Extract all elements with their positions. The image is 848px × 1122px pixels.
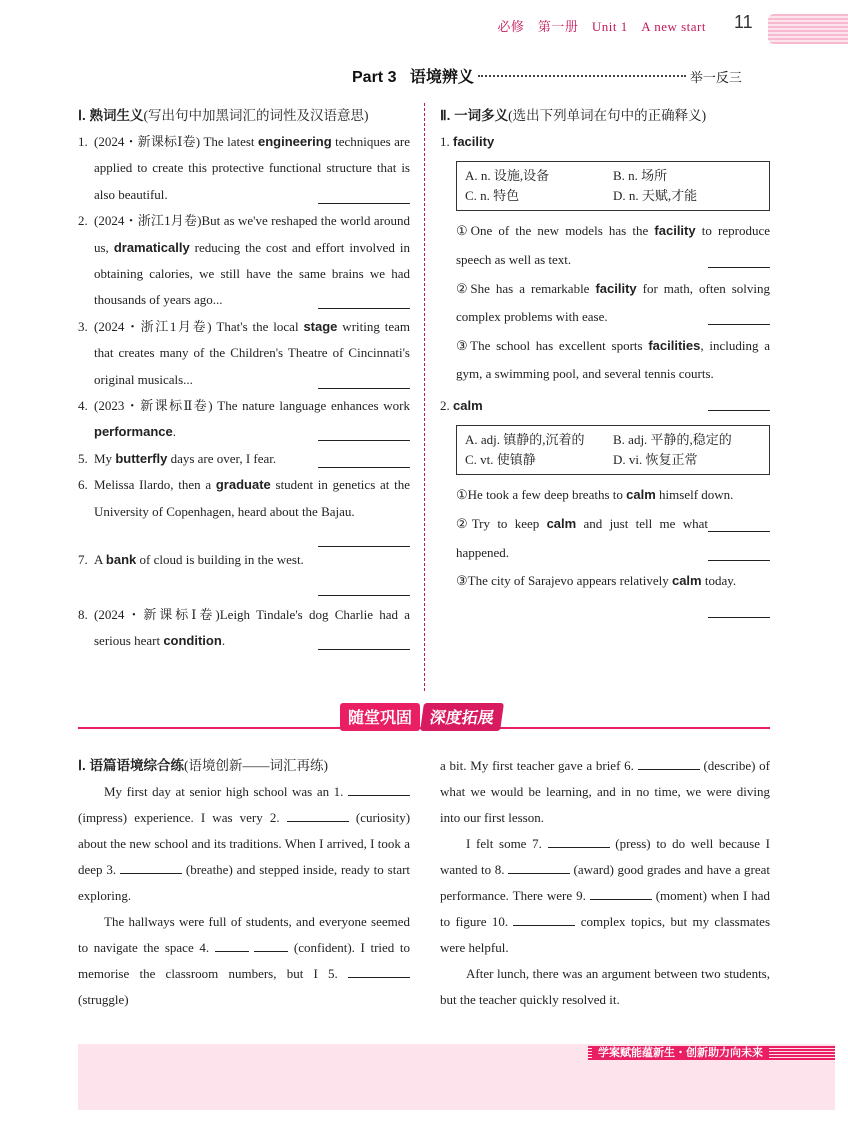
answer-blank[interactable] [318, 190, 410, 204]
paragraph-2-cont: a bit. My first teacher gave a brief 6. (describe) of what we would be learning, and in no time, we were diving into our first lesson. [440, 758, 771, 825]
dotted-leader [478, 75, 686, 77]
blank-8[interactable] [508, 860, 570, 874]
blank-2[interactable] [287, 808, 349, 822]
blank-4[interactable] [215, 938, 249, 952]
sentence-2: ②She has a remarkable facility for math, often solving complex problems with ease. [456, 280, 771, 325]
answer-blank[interactable] [708, 547, 770, 561]
footer-slogan: 学案赋能蕴新生・创新助力向未来 [592, 1046, 769, 1060]
blank-6[interactable] [638, 756, 700, 770]
section-polysemy [440, 103, 770, 618]
answer-blank[interactable] [318, 454, 410, 468]
question-2: 2. (2024・浙江1月卷)But as we've reshaped the world around us, dramatically reducing the cost and effort involved in obtaining calories, we still have the same brains we had thousands of years ago... [78, 213, 410, 308]
paragraph-1: My first day at senior high school was an 1. (impress) experience. I was very 2. (curiosity) about the new school and its traditions. When I arrived, I took a deep 3. (breathe) and stepped inside, ready to start exploring. [78, 784, 411, 903]
question-8: 8. (2024・新课标Ⅰ卷)Leigh Tindale's dog Charlie had a serious heart condition. [78, 606, 410, 648]
running-head: 必修 第一册 Unit 1 A new start [497, 19, 706, 34]
word-item-facility: 1. facility A. n. 设施,设备 B. n. 场所 C. n. 特色 D. n. 天赋,才能 ①One of the new models has the facility to reproduce speech as well as text. ②She has a remarkable facility for math, often solving complex problems with ease. ③The school has excellent sports facilities, including a gym, a swimming pool, and several tennis courts. [440, 129, 770, 389]
paragraph-4: After lunch, there was an argument between two students, but the teacher quickly resolved it. [440, 966, 770, 1007]
banner-label-consolidate: 随堂巩固 [340, 703, 420, 731]
blank-5[interactable] [348, 964, 410, 978]
blank-10[interactable] [513, 912, 575, 926]
blank-4-cont[interactable] [254, 938, 288, 952]
section-heading: Ⅰ. 熟词生义(写出句中加黑词汇的词性及汉语意思) [78, 108, 369, 123]
paragraph-3: I felt some 7. (press) to do well because I wanted to 8. (award) good grades and have a great performance. There were 9. (moment) when I had to figure 10. complex topics, but my classmates were helpful. [440, 836, 771, 955]
page-number: 11 [734, 12, 753, 32]
answer-blank[interactable] [708, 518, 770, 532]
question-6: 6. Melissa Ilardo, then a graduate student in genetics at the University of Copenhagen, heard about the Bajau. [78, 472, 410, 547]
answer-blank[interactable] [708, 604, 770, 618]
question-5: 5. My butterfly days are over, I fear. [78, 446, 410, 472]
definitions-box: A. adj. 镇静的,沉着的 B. adj. 平静的,稳定的 C. vt. 使镇静 D. vi. 恢复正常 [456, 425, 770, 475]
question-7: 7. A bank of cloud is building in the west. [78, 547, 410, 595]
banner-label-extend: 深度拓展 [420, 703, 504, 731]
answer-blank[interactable] [318, 636, 410, 650]
sentence-1: ①He took a few deep breaths to calm himself down. [456, 481, 770, 510]
sentence-3: ③The school has excellent sports facilities, including a gym, a swimming pool, and several tennis courts. [456, 332, 770, 389]
section-banner [340, 703, 502, 731]
paragraph-2: The hallways were full of students, and everyone seemed to navigate the space 4. (confident). I tried to memorise the classroom numbers, but I 5. (struggle) [78, 914, 410, 1007]
passage-heading: Ⅰ. 语篇语境综合练(语境创新——词汇再练) [78, 758, 328, 773]
question-4: 4. (2023・新课标Ⅱ卷) The nature language enhances work performance. [78, 398, 410, 440]
header-tab-decoration [768, 14, 848, 44]
answer-blank[interactable] [318, 375, 410, 389]
blank-7[interactable] [548, 834, 610, 848]
part-title: Part 3 语境辨义 举一反三 [352, 69, 742, 86]
sentence-3: ③The city of Sarajevo appears relatively calm today. [456, 567, 770, 596]
passage-left [78, 753, 410, 1013]
blank-9[interactable] [590, 886, 652, 900]
blank-1[interactable] [348, 782, 410, 796]
question-1: 1. (2024・新课标Ⅰ卷) The latest engineering techniques are applied to create this protective functional structure that is also beautiful. [78, 134, 410, 202]
column-divider [424, 103, 425, 691]
answer-blank[interactable] [318, 582, 410, 596]
passage-right [440, 753, 770, 1013]
answer-blank[interactable] [318, 427, 410, 441]
answer-blank[interactable] [318, 295, 410, 309]
section-familiar-words [78, 103, 410, 654]
question-3: 3. (2024・浙江1月卷) That's the local stage writing team that creates many of the Children's Theatre of Cincinnati's original musicals... [78, 318, 410, 387]
page-header [0, 12, 848, 42]
answer-blank[interactable] [708, 254, 770, 268]
answer-blank[interactable] [708, 311, 770, 325]
definitions-box: A. n. 设施,设备 B. n. 场所 C. n. 特色 D. n. 天赋,才能 [456, 161, 770, 211]
sentence-1: ①One of the new models has the facility to reproduce speech as well as text. [456, 223, 770, 267]
sentence-2: ②Try to keep calm and just tell me what happened. [456, 510, 770, 567]
blank-3[interactable] [120, 860, 182, 874]
word-item-calm: 2. calm A. adj. 镇静的,沉着的 B. adj. 平静的,稳定的 C. vt. 使镇静 D. vi. 恢复正常 ①He took a few deep breaths to calm himself down. ②Try to keep calm and just tell me what happened. ③The city of Sarajevo appears relatively calm today. [440, 393, 770, 596]
answer-blank[interactable] [318, 533, 410, 547]
section-heading: Ⅱ. 一词多义(选出下列单词在句中的正确释义) [440, 108, 707, 123]
answer-blank[interactable] [708, 397, 770, 411]
